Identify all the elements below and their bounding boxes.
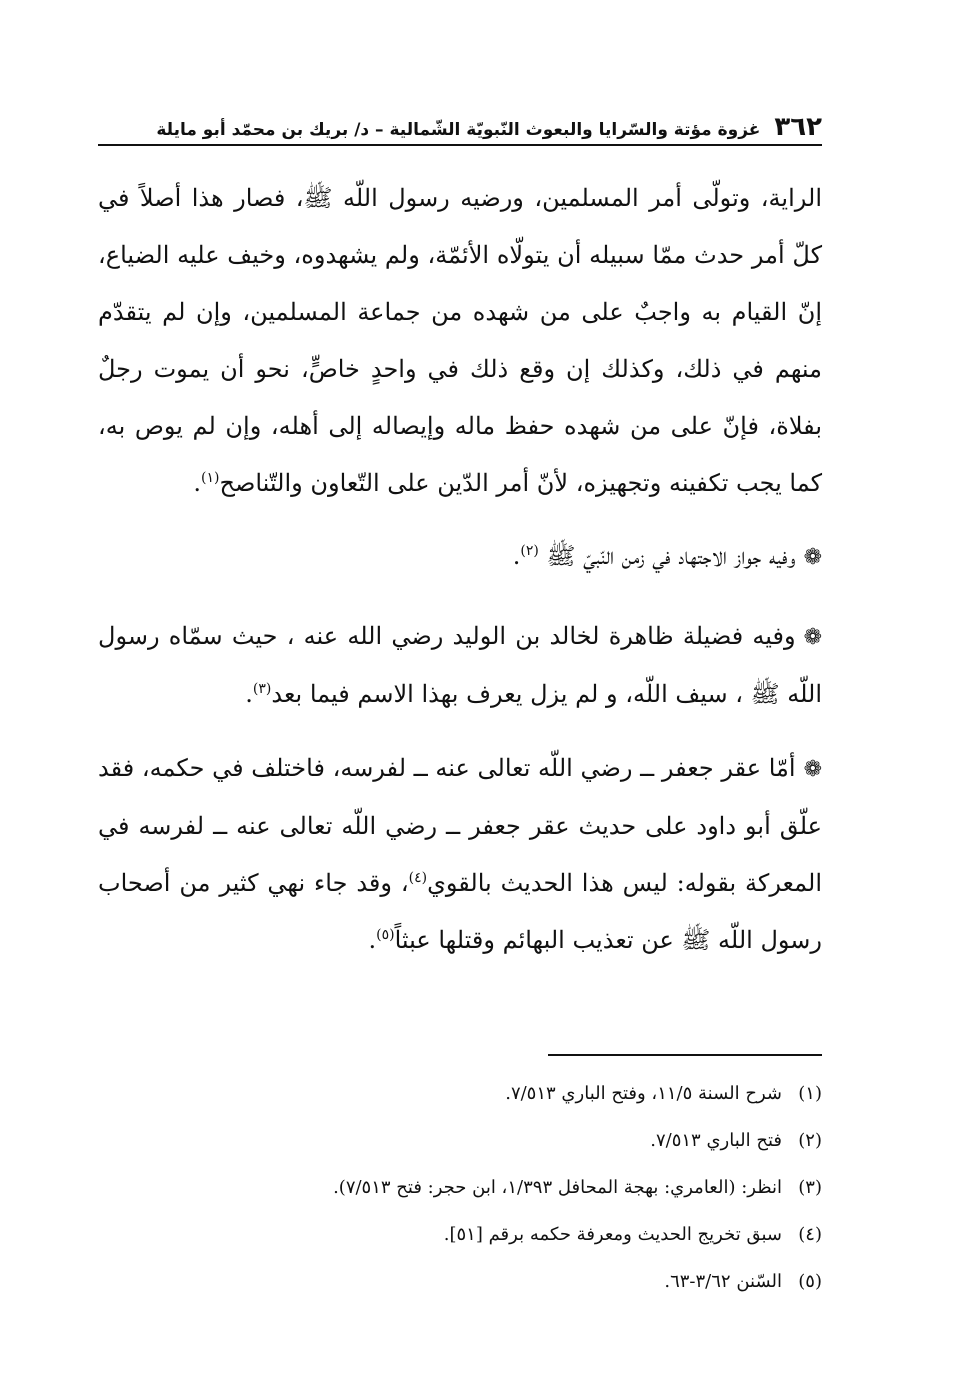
bullet-text: وفيه جواز الاجتهاد في زمن النّبيّ ﷺ xyxy=(538,542,796,570)
bullet-end: . xyxy=(368,926,377,954)
footnote-text: انظر: (العامري: بهجة المحافل ١/٣٩٣، ابن حجر: فتح ٧/٥١٣). xyxy=(333,1177,782,1198)
footnote-ref[interactable]: (٢) xyxy=(520,543,539,559)
running-title: غزوة مؤتة والسّرايا والبعوث النّبويّة الشّمالية – د/ بريك بن محمّد أبو مايلة xyxy=(156,119,761,140)
paragraph-text: الراية، وتولّى أمر المسلمين، ورضيه رسول اللّه ﷺ، فصار هذا أصلاً في كلّ أمر حدث ممّا سبيله أن يتولّاه الأئمّة، ولم يشهدوه، وخيف عليه الضياع، إنّ القيام به واجبٌ على من شهده من جماعة المسلمين، وإن لم يتقدّم منهم في ذلك، وكذلك إن وقع ذلك في واحدٍ خاصٍّ، نحو أن يموت رجلٌ بفلاة، فإنّ على من شهده حفظ ماله وإيصاله إلى أهله، وإن لم يوص به، كما يجب تكفينه وتجهيزه، لأنّ أمر الدّين على التّعاون والتّناصح xyxy=(98,184,822,497)
footnote-number: (٣) xyxy=(798,1177,822,1198)
footnote-text: فتح الباري ٧/٥١٣. xyxy=(650,1130,782,1151)
bullet-item xyxy=(98,608,822,723)
footnote-number: (٢) xyxy=(798,1130,822,1151)
footnote-text: سبق تخريج الحديث ومعرفة حكمه برقم [٥١]. xyxy=(443,1224,782,1245)
footnote-number: (١) xyxy=(798,1083,822,1104)
flower-bullet-icon: ❁ xyxy=(803,757,822,782)
footnote-item xyxy=(98,1070,822,1117)
footnote-number: (٥) xyxy=(798,1271,822,1292)
bullet-item xyxy=(98,528,822,586)
bullet-end: . xyxy=(512,542,521,570)
footnote-divider xyxy=(548,1054,822,1056)
footnote-item xyxy=(98,1164,822,1211)
bullet-end: . xyxy=(245,680,253,708)
bullet-text: أمّا عقر جعفر ــ رضي اللّه تعالى عنه ــ لفرسه، فاختلف في حكمه، فقد علّق أبو داود على حديث عقر جعفر ــ رضي اللّه تعالى عنه ــ لفرسه في المعركة بقوله: ليس هذا الحديث بالقوي xyxy=(98,754,822,897)
footnote-item xyxy=(98,1258,822,1305)
footnote-ref[interactable]: (١) xyxy=(201,470,220,486)
page-header xyxy=(98,106,822,146)
bullet-item xyxy=(98,740,822,969)
main-paragraph xyxy=(98,170,822,512)
footnote-ref[interactable]: (٣) xyxy=(252,681,272,697)
flower-bullet-icon: ❁ xyxy=(803,625,822,650)
page-number: ٣٦٢ xyxy=(774,112,822,142)
footnote-number: (٤) xyxy=(798,1224,822,1245)
footnote-item xyxy=(98,1211,822,1258)
paragraph-end: . xyxy=(193,469,202,497)
footnote-ref[interactable]: (٥) xyxy=(376,927,395,943)
footnote-text: شرح السنة ١١/٥، وفتح الباري ٧/٥١٣. xyxy=(505,1083,782,1104)
footnote-item xyxy=(98,1117,822,1164)
footnotes xyxy=(98,1070,822,1305)
bullet-text-continued: ، وقد جاء نهي كثير من أصحاب رسول اللّه ﷺ عن تعذيب البهائم وقتلها عبثاً xyxy=(98,869,822,954)
bullet-text: وفيه فضيلة ظاهرة لخالد بن الوليد رضي الله عنه ، حيث سمّاه رسول اللّه ﷺ ، سيف اللّه، و لم يزل يعرف بهذا الاسم فيما بعد xyxy=(98,622,822,708)
footnote-ref[interactable]: (٤) xyxy=(408,870,428,886)
footnote-text: السّنن ٣/٦٢-٦٣. xyxy=(664,1271,782,1292)
flower-bullet-icon: ❁ xyxy=(803,545,822,570)
